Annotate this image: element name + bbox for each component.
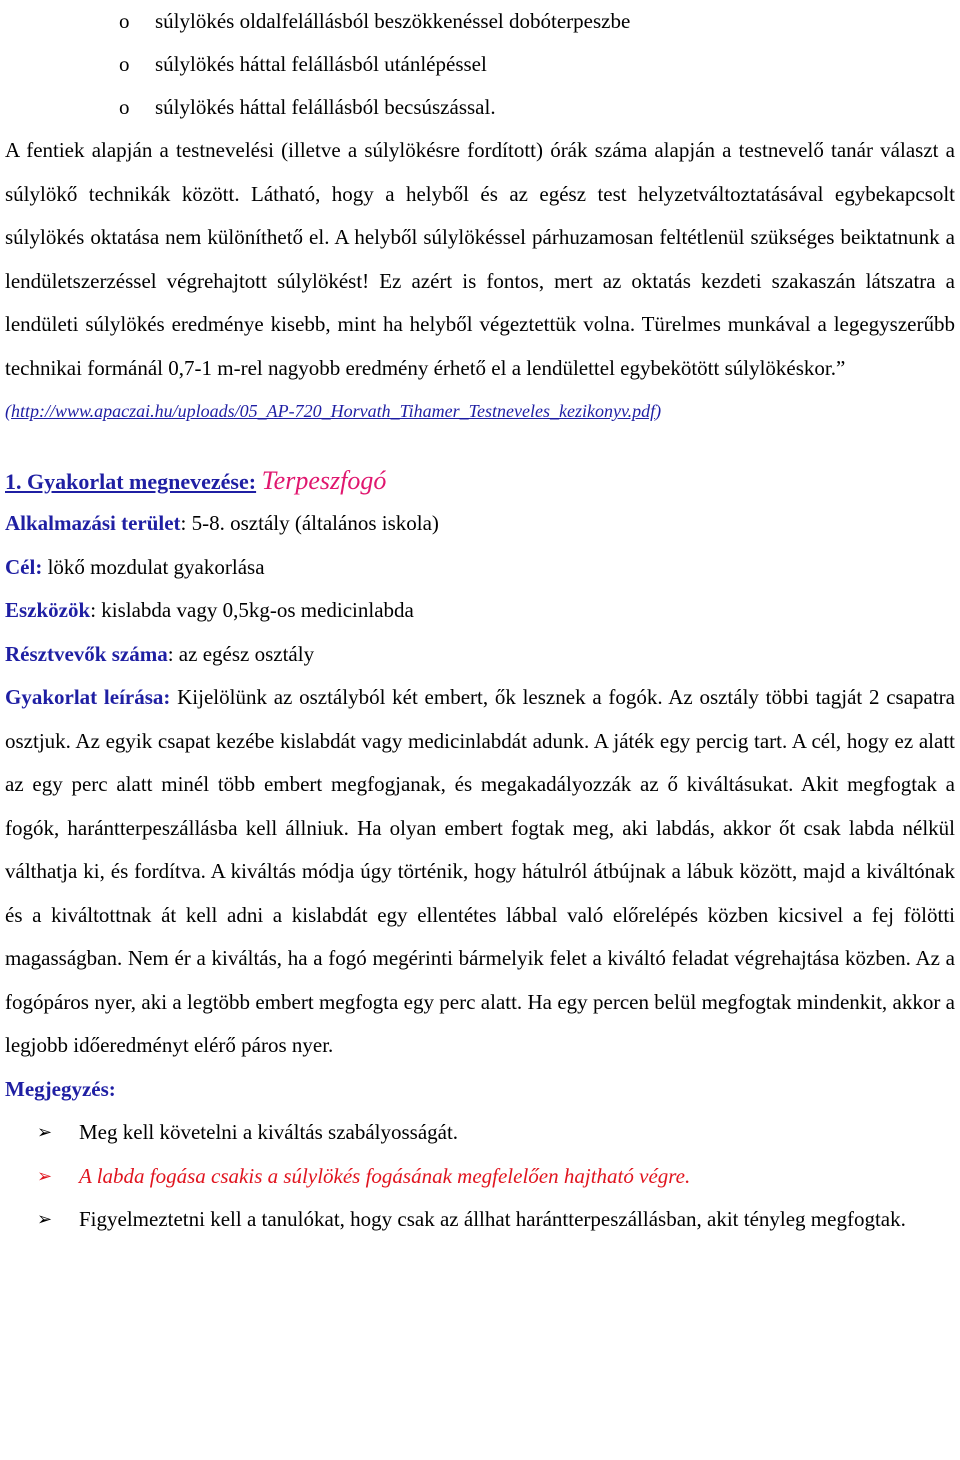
bullet-marker: o (119, 9, 130, 33)
note-item (5, 1198, 955, 1242)
note-item (5, 1155, 955, 1199)
goal-field (5, 546, 955, 590)
note-text: A labda fogása csakis a súlylökés fogásának megfelelően hajtható végre. (79, 1163, 691, 1188)
area-field (5, 502, 955, 546)
list-item (5, 43, 955, 86)
arrow-bullet-icon: ➢ (37, 1122, 53, 1142)
exercise-name: Terpeszfogó (261, 466, 387, 495)
description-label: Gyakorlat leírása: (5, 685, 171, 709)
note-text: Meg kell követelni a kiváltás szabályosságát. (79, 1120, 459, 1144)
bullet-marker: o (119, 52, 130, 76)
document-page (5, 0, 955, 1242)
tools-label: Eszközök (5, 598, 91, 622)
area-value: : 5-8. osztály (általános iskola) (180, 511, 439, 535)
bullet-marker: o (119, 95, 130, 119)
list-item-text: súlylökés háttal felállásból utánlépéssel (155, 52, 487, 76)
paren-open: ( (5, 401, 11, 421)
source-link[interactable]: http://www.apaczai.hu/uploads/05_AP-720_Horvath_Tihamer_Testneveles_kezikonyv.pdf (11, 401, 656, 421)
participants-value: : az egész osztály (167, 641, 315, 666)
note-item (5, 1111, 955, 1155)
notes-list (5, 1111, 955, 1242)
participants-field (5, 633, 955, 677)
list-item-text: súlylökés háttal felállásból becsúszással. (155, 95, 496, 119)
bullet-list (5, 0, 955, 129)
tools-value: : kislabda vagy 0,5kg-os medicinlabda (90, 598, 414, 622)
arrow-bullet-icon: ➢ (37, 1209, 53, 1229)
list-item (5, 0, 955, 43)
description-field (5, 676, 955, 1068)
source-citation (5, 390, 955, 433)
arrow-bullet-icon: ➢ (37, 1165, 53, 1186)
list-item-text: súlylökés oldalfelállásból beszökkenéssel dobóterpeszbe (155, 9, 631, 33)
exercise-label: 1. Gyakorlat megnevezése: (5, 469, 257, 494)
list-item (5, 86, 955, 129)
exercise-heading (5, 461, 955, 502)
description-value: Kijelölünk az osztályból két embert, ők lesznek a fogók. Az osztály többi tagját 2 csapatra osztjuk. Az egyik csapat kezébe kislabdát vagy medicinlabdát adunk. A játék egy percig tart. A cél, hogy ez alatt az egy perc alatt minél több embert megfogjanak, és megakadályozzák az ő kiváltásukat. Akit megfogtak a fogók, harántterpeszállásba kell állniuk. Ha olyan embert fogtak meg, aki labdás, akkor őt csak labda nélkül válthatja ki, és fordítva. A kiváltás módja úgy történik, hogy hátulról átbújnak a lábuk között, majd a kiváltónak és a kiváltottnak át kell adni a kislabdát egy ellentétes lábbal való előrelépés közben kicsivel a fej fölötti magasságban. Nem ér a kiváltás, ha a fogó megérinti bármelyik felet a kiváltó feladat végrehajtása közben. Az a fogópáros nyer, aki a legtöbb embert megfogta egy perc alatt. Ha egy percen belül megfogtak mindenkit, akkor a legjobb időeredményt elérő páros nyer. (5, 685, 956, 1057)
goal-value: lökő mozdulat gyakorlása (42, 554, 265, 579)
note-text: Figyelmeztetni kell a tanulókat, hogy csak az állhat harántterpeszállásban, akit tényleg megfogtak. (79, 1207, 906, 1231)
tools-field (5, 589, 955, 633)
goal-label: Cél: (5, 554, 43, 579)
body-paragraph: A fentiek alapján a testnevelési (illetve a súlylökésre fordított) órák száma alapján a testnevelő tanár választ a súlylökő technikák között. Látható, hogy a helyből és az egész test helyzetváltoztatásával egybekapcsolt súlylökés oktatása nem különíthető el. A helyből súlylökéssel párhuzamosan feltétlenül szükséges beiktatnunk a lendületszerzéssel végrehajtott súlylökést! Ez azért is fontos, mert az oktatás kezdeti szakaszán látszatra a lendületi súlylökés eredménye kisebb, mint ha helyből végeztettük volna. Türelmes munkával a legegyszerűbb technikai formánál 0,7-1 m-rel nagyobb eredmény érhető el a lendülettel egybekötött súlylökéskor.” (5, 138, 955, 380)
paren-close: ) (655, 401, 662, 421)
notes-title: Megjegyzés: (5, 1076, 116, 1101)
participants-label: Résztvevők száma (5, 641, 168, 666)
area-label: Alkalmazási terület (5, 511, 181, 535)
